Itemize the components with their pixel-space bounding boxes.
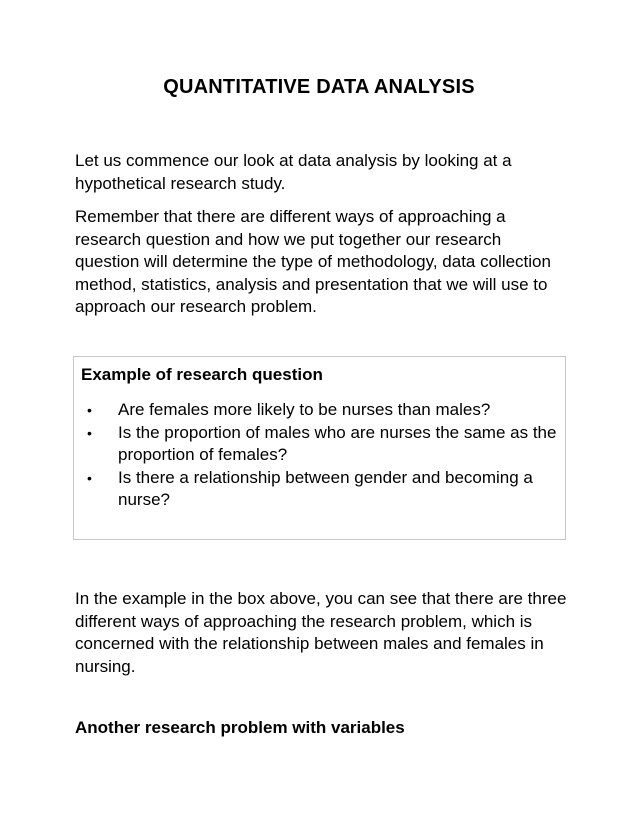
question-text: Are females more likely to be nurses than males? (118, 400, 491, 419)
research-question-list (74, 399, 567, 512)
remember-paragraph: Remember that there are different ways of approaching a research question and how we put together our research question will determine the type of methodology, data collection method, statistics, analysis and presentation that we will use to approach our research problem. (75, 207, 551, 316)
list-item (74, 422, 567, 467)
explanation-paragraph: In the example in the box above, you can see that there are three different ways of approaching the research problem, which is concerned with the relationship between males and females in nursing. (75, 589, 567, 676)
page-title: QUANTITATIVE DATA ANALYSIS (163, 76, 475, 98)
section-heading: Another research problem with variables (75, 718, 405, 737)
list-item (74, 399, 567, 422)
question-text: Is there a relationship between gender and becoming a nurse? (118, 467, 533, 509)
list-item (74, 467, 567, 512)
question-text: Is the proportion of males who are nurses the same as the proportion of females? (118, 422, 557, 464)
intro-paragraph: Let us commence our look at data analysis by looking at a hypothetical research study. (75, 151, 512, 193)
bullet-icon: • (87, 424, 92, 441)
example-box (73, 356, 566, 540)
bullet-icon: • (87, 402, 92, 418)
bullet-icon: • (87, 469, 92, 486)
example-box-heading: Example of research question (81, 365, 323, 384)
